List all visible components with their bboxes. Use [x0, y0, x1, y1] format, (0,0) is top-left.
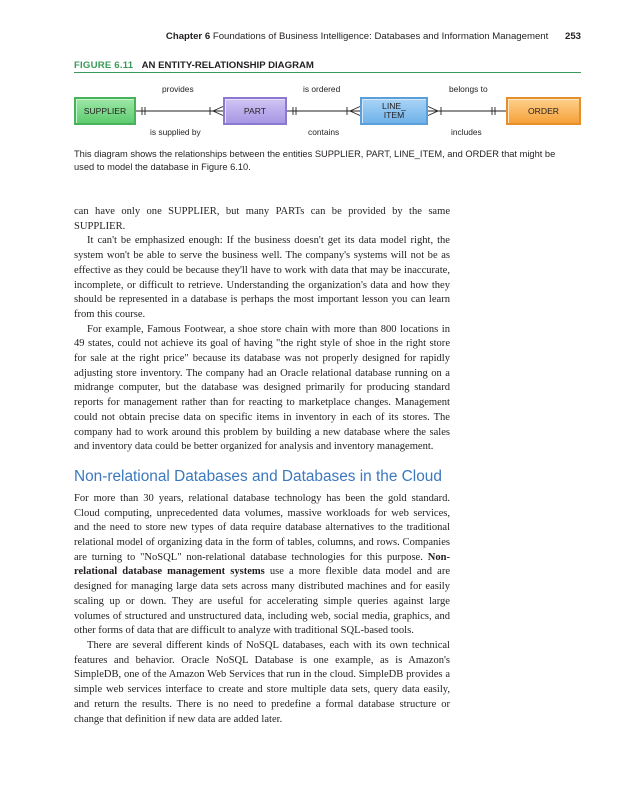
entity-order: ORDER	[506, 97, 581, 125]
rel-contains: contains	[308, 127, 340, 137]
rel-includes: includes	[451, 127, 482, 137]
section-heading: Non-relational Databases and Databases in the Cloud	[74, 467, 442, 485]
rel-is-ordered: is ordered	[303, 84, 341, 94]
paragraph-4: For more than 30 years, relational database technology has been the gold standard. Cloud computing, unprecedented data volumes, massive workloads for web services, and the need to store new types of data require database alternatives to the traditional relational model of organizing data in the form of tables, columns, and rows. Companies are turning to "NoSQL" non-relational database technologies for this purpose. Non-relational database management systems use a more flexible data model and are designed for managing large data sets across many distributed machines and for easily scaling up or down. They are useful for accelerating simple queries against large volumes of structured and unstructured data, including web, social media, graphics, and other forms of data that are difficult to analyze with traditional SQL-based tools.	[74, 492, 451, 637]
figure-rule	[74, 72, 581, 73]
figure-heading: AN ENTITY-RELATIONSHIP DIAGRAM	[141, 60, 314, 71]
key-term: Non-relational database management systems	[74, 551, 450, 578]
figure-number: FIGURE 6.11	[74, 60, 134, 71]
figure-caption: This diagram shows the relationships between the entities SUPPLIER, PART, LINE_ITEM, and ORDER that might be used to model the database in Figure 6.10.	[74, 149, 556, 172]
er-diagram	[74, 82, 581, 140]
entity-supplier: SUPPLIER	[74, 97, 136, 125]
figure-title	[74, 60, 314, 71]
body-text	[74, 205, 450, 727]
paragraph-1: can have only one SUPPLIER, but many PARTs can be provided by the same SUPPLIER.	[74, 206, 450, 232]
paragraph-3: For example, Famous Footwear, a shoe store chain with more than 800 locations in 49 states, could not achieve its goal of having "the right style of shoe in the right store for sale at the right price" because its database was not properly designed for rapidly adjusting store inventory. The company had an Oracle relational database running on a midrange computer, but the database was designed primarily for producing standard reports for management rather than for reacting to marketplace changes. Management could not obtain precise data on specific items in inventory in each of its stores. The company had to work around this problem by building a new database where the sales and inventory data could be better organized for analysis and inventory management.	[74, 323, 450, 453]
page-number: 253	[564, 31, 581, 42]
rel-is-supplied-by: is supplied by	[150, 127, 201, 137]
rel-belongs-to: belongs to	[449, 84, 488, 94]
paragraph-5: There are several different kinds of NoSQL databases, each with its own technical features and behavior. Oracle NoSQL Database is one example, as is Amazon's SimpleDB, one of the Amazon Web Services that run in the cloud. SimpleDB provides a simple web services interface to create and store multiple data sets, query data easily, and return the results. There is no need to predefine a formal database structure or change that definition if new data are added later.	[74, 639, 450, 725]
running-header	[166, 31, 581, 42]
entity-part: PART	[223, 97, 287, 125]
entity-line-item: LINE_ ITEM	[360, 97, 428, 125]
chapter-title: Foundations of Business Intelligence: Databases and Information Management	[212, 31, 549, 42]
rel-provides: provides	[162, 84, 194, 94]
paragraph-2: It can't be emphasized enough: If the business doesn't get its data model right, the system won't be able to serve the business well. The company's systems will not be as effective as they could be because they'll have to work with data that may be inaccurate, incomplete, or difficult to retrieve. Understanding the organization's data and how they should be represented in a database is perhaps the most important lesson you can learn from this course.	[74, 235, 450, 320]
chapter-label: Chapter 6	[165, 31, 211, 42]
